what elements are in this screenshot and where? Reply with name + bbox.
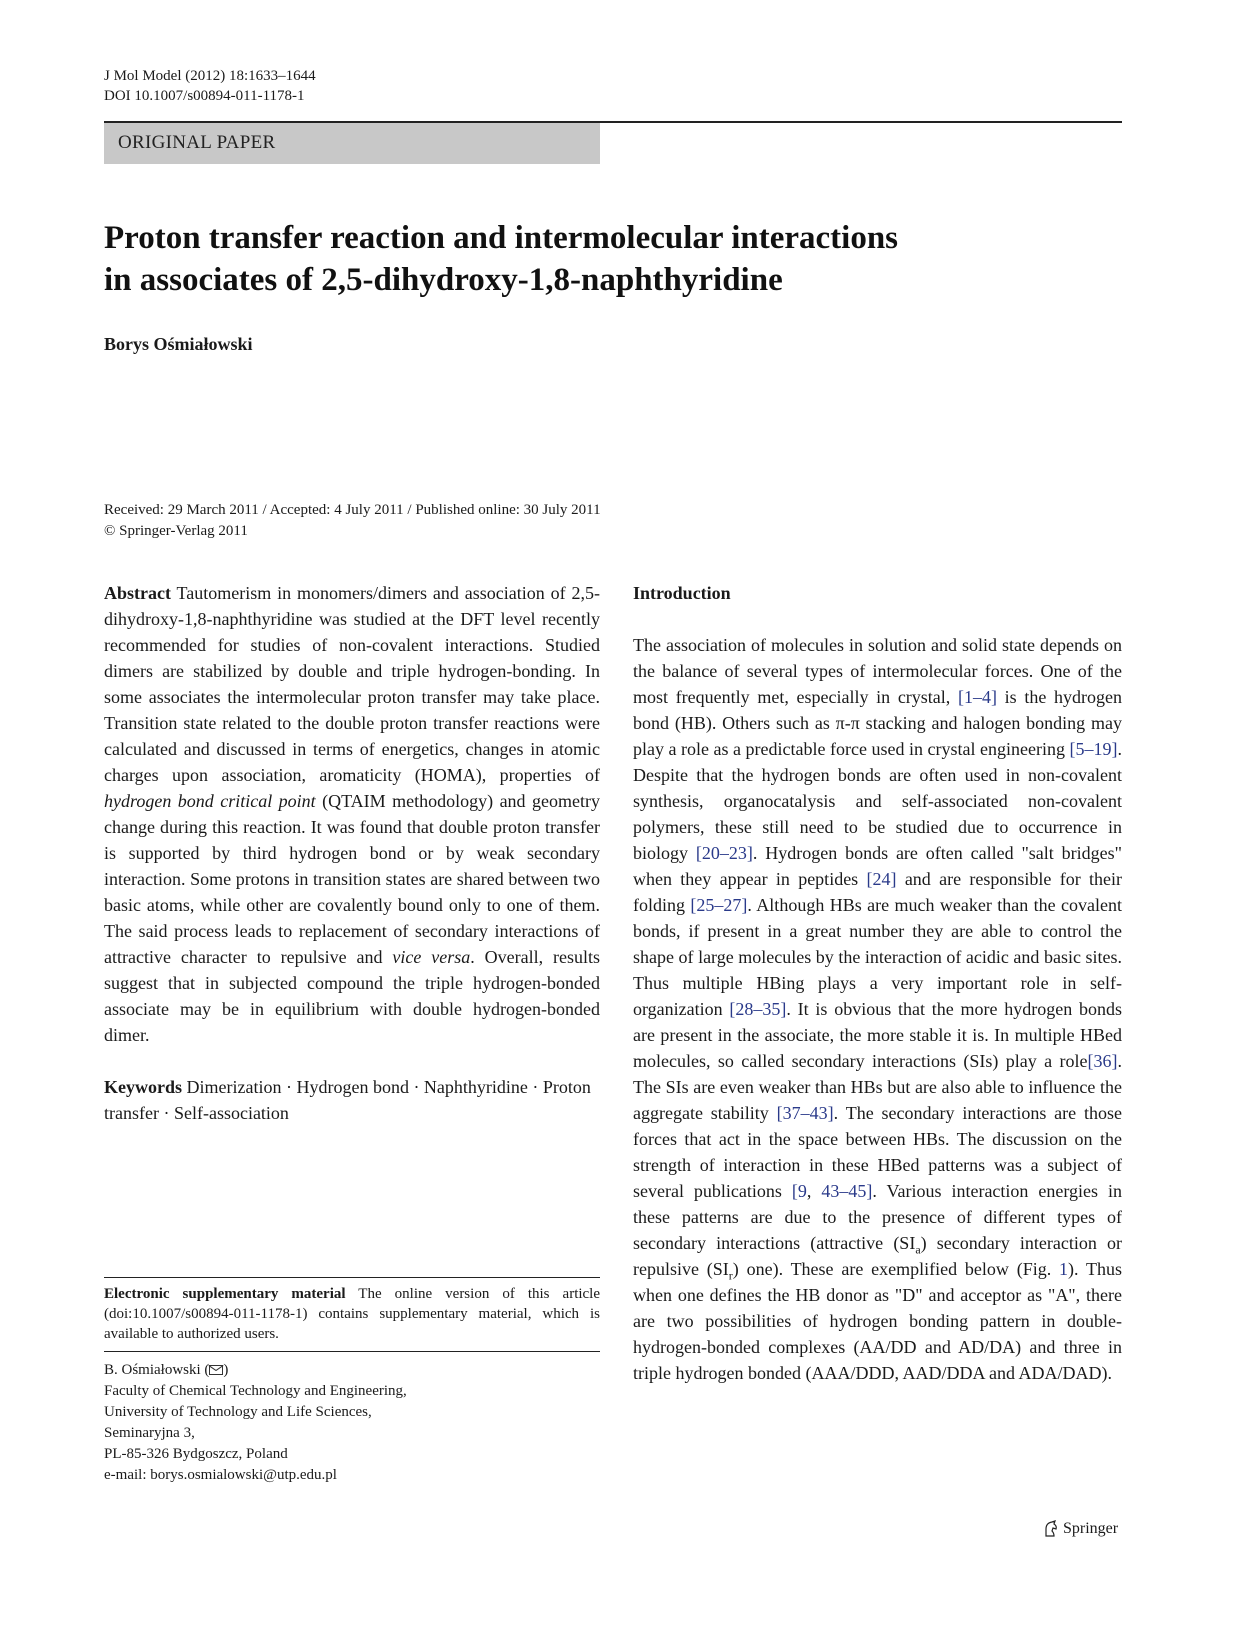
citation-link[interactable]: [28–35] — [729, 999, 787, 1019]
esm-text: The online version of this article (doi:10.1007/s00894-011-1178-1) contains supplementary material, which is available to authorized users. — [104, 1286, 601, 1342]
introduction-paragraph — [633, 632, 1122, 1386]
paper-type-banner — [104, 123, 600, 164]
citation-link[interactable]: 43–45] — [821, 1181, 873, 1201]
citation-link[interactable]: [25–27] — [690, 895, 748, 915]
intro-text: ) one). These are exemplified below (Fig. — [732, 1259, 1060, 1279]
journal-citation — [104, 66, 316, 106]
intro-text: . It is obvious that the more hydrogen bonds are present in the associate, the more stable it is. In multiple HBed molecules, so called secondary interactions (SIs) play a role — [633, 999, 1122, 1071]
article-history — [104, 500, 601, 542]
address-line: PL-85-326 Bydgoszcz, Poland — [104, 1446, 288, 1462]
address-line: University of Technology and Life Sciences, — [104, 1404, 372, 1420]
journal-line: J Mol Model (2012) 18:1633–1644 — [104, 68, 316, 84]
intro-text: The association of molecules in solution and solid state depends on the balance of several types of intermolecular forces. One of the most frequently met, especially in crystal, — [633, 635, 1122, 707]
subscript: a — [915, 1242, 921, 1257]
figure-link[interactable]: 1 — [1059, 1259, 1069, 1279]
intro-text: is the hydrogen bond (HB). Others such as π-π stacking and halogen bonding may play a role as a predictable force used in crystal engineering — [633, 687, 1122, 759]
address-line: Seminaryjna 3, — [104, 1425, 195, 1441]
left-column — [104, 580, 600, 1126]
intro-text: . Despite that the hydrogen bonds are often used in non-covalent synthesis, organocatalysis and self-associated non-covalent polymers, these still need to be studied due to occurrence in biology — [633, 739, 1122, 863]
intro-text: . Although HBs are much weaker than the covalent bonds, if present in a great number they are able to control the shape of large molecules by the interaction of acidic and basic sites. Thus multiple HBing plays a very important role in self-organization — [633, 895, 1122, 1019]
citation-link[interactable]: [1–4] — [957, 687, 997, 707]
author-address — [104, 1351, 600, 1486]
address-name: B. Ośmiałowski ( — [104, 1362, 210, 1378]
envelope-icon[interactable] — [209, 1365, 223, 1375]
intro-text: , — [806, 1181, 822, 1201]
title-line-2: in associates of 2,5-dihydroxy-1,8-naphthyridine — [104, 262, 783, 298]
keywords-text: Dimerization · Hydrogen bond · Naphthyridine · Proton transfer · Self-association — [104, 1077, 591, 1123]
address-name-end: ) — [223, 1362, 229, 1378]
abstract-italic-term: vice versa — [392, 947, 471, 967]
abstract-text: (QTAIM methodology) and geometry change during this reaction. It was found that double proton transfer is supported by third hydrogen bond or by weak secondary interaction. Some protons in transition states are shared between two basic atoms, while other are covalently bound only to one of them. The said process leads to replacement of secondary interactions of attractive character to repulsive and — [104, 791, 600, 967]
doi-line: DOI 10.1007/s00894-011-1178-1 — [104, 88, 305, 104]
title-line-1: Proton transfer reaction and intermolecular interactions — [104, 220, 899, 256]
citation-link[interactable]: [37–43] — [776, 1103, 834, 1123]
citation-link[interactable]: [36] — [1087, 1051, 1118, 1071]
abstract-text: Tautomerism in monomers/dimers and association of 2,5-dihydroxy-1,8-naphthyridine was studied at the DFT level recently recommended for studies of non-covalent interactions. Studied dimers are stabilized by double and triple hydrogen-bonding. In some associates the intermolecular proton transfer may take place. Transition state related to the double proton transfer reactions were calculated and discussed in terms of energetics, changes in atomic charges upon association, aromaticity (HOMA), properties of — [104, 583, 600, 785]
intro-text: . Various interaction energies in these patterns are due to the presence of different types of secondary interactions (attractive (SI — [633, 1181, 1122, 1253]
springer-horse-icon — [1043, 1520, 1059, 1538]
intro-text: and are responsible for their folding — [633, 869, 1122, 915]
citation-link[interactable]: [9 — [791, 1181, 807, 1201]
article-title — [104, 217, 1104, 301]
dates-line: Received: 29 March 2011 / Accepted: 4 July 2011 / Published online: 30 July 2011 — [104, 502, 601, 518]
publisher-name: Springer — [1063, 1520, 1119, 1537]
introduction-heading: Introduction — [633, 583, 731, 603]
esm-label: Electronic supplementary material — [104, 1286, 346, 1302]
intro-text: . The secondary interactions are those forces that act in the space between HBs. The discussion on the strength of interaction in these HBed patterns was a subject of several publications — [633, 1103, 1122, 1201]
intro-text: . The SIs are even weaker than HBs but are also able to influence the aggregate stability — [633, 1051, 1122, 1123]
abstract-italic-term: hydrogen bond critical point — [104, 791, 316, 811]
copyright-line: © Springer-Verlag 2011 — [104, 523, 248, 539]
author-name: Borys Ośmiałowski — [104, 334, 253, 354]
supplementary-note — [104, 1277, 600, 1344]
citation-link[interactable]: [20–23] — [695, 843, 753, 863]
publisher-logo — [1043, 1520, 1118, 1538]
abstract-text: . Overall, results suggest that in subjected compound the triple hydrogen-bonded associate may be in equilibrium with double hydrogen-bonded dimer. — [104, 947, 600, 1045]
email-line[interactable]: e-mail: borys.osmialowski@utp.edu.pl — [104, 1467, 337, 1483]
address-line: Faculty of Chemical Technology and Engineering, — [104, 1383, 407, 1399]
intro-text: ). Thus when one defines the HB donor as "D" and acceptor as "A", there are two possibilities of hydrogen bonding pattern in double-hydrogen-bonded complexes (AA/DD and AD/DA) and three in triple hydrogen bonded (AAA/DDD, AAD/DDA and ADA/DAD). — [633, 1259, 1122, 1383]
intro-text: . Hydrogen bonds are often called "salt bridges" when they appear in peptides — [633, 843, 1122, 889]
citation-link[interactable]: [24] — [866, 869, 897, 889]
subscript: r — [728, 1268, 733, 1283]
keywords-label: Keywords — [104, 1077, 182, 1097]
abstract — [104, 580, 600, 1048]
intro-text: ) secondary interaction or repulsive (SI — [633, 1233, 1123, 1279]
keywords — [104, 1074, 600, 1126]
abstract-label: Abstract — [104, 583, 171, 603]
corresponding-author — [104, 1360, 600, 1381]
right-column — [633, 580, 1122, 1386]
citation-link[interactable]: [5–19] — [1069, 739, 1118, 759]
paper-type-label: ORIGINAL PAPER — [118, 132, 276, 153]
